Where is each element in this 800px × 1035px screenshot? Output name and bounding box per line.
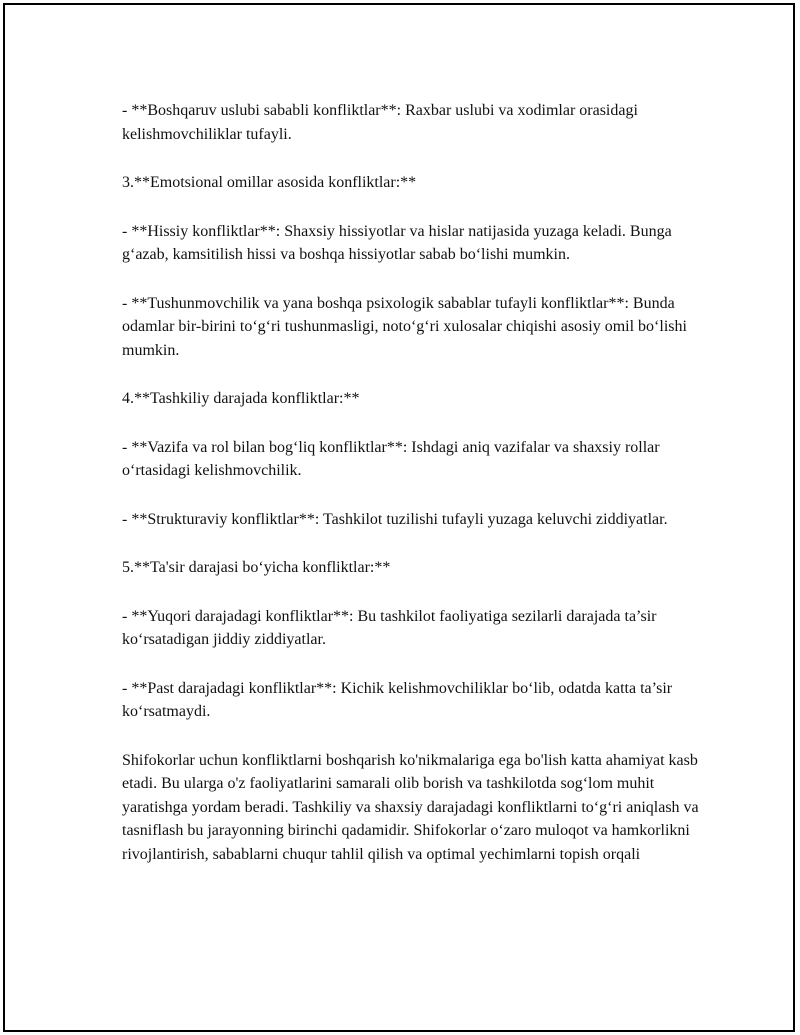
section-heading-organizational: 4.**Tashkiliy darajada konfliktlar:** — [122, 390, 360, 407]
list-item-high-level: - **Yuqori darajadagi konfliktlar**: Bu tashkilot faoliyatiga sezilarli darajada ta’sir ko‘rsatadigan jiddiy ziddiyatlar. — [122, 607, 657, 648]
section-heading-emotional: 3.**Emotsional omillar asosida konfliktlar:** — [122, 174, 417, 191]
list-item-misunderstanding: - **Tushunmovchilik va yana boshqa psixologik sabablar tufayli konfliktlar**: Bunda odamlar bir-birini to‘g‘ri tushunmasligi, noto‘g‘ri xulosalar chiqishi asosiy omil bo‘lishi mumkin. — [122, 294, 687, 359]
list-item-management-style: - **Boshqaruv uslubi sababli konfliktlar**: Raxbar uslubi va xodimlar orasidagi kelishmovchiliklar tufayli. — [122, 102, 638, 143]
document-body — [122, 99, 702, 866]
section-heading-impact: 5.**Ta'sir darajasi bo‘yicha konfliktlar:** — [122, 559, 391, 576]
list-item-low-level: - **Past darajadagi konfliktlar**: Kichik kelishmovchiliklar bo‘lib, odatda katta ta’sir ko‘rsatmaydi. — [122, 679, 673, 720]
list-item-emotional-conflicts: - **Hissiy konfliktlar**: Shaxsiy hissiyotlar va hislar natijasida yuzaga keladi. Bunga g‘azab, kamsitilish hissi va boshqa hissiyotlar sabab bo‘lishi mumkin. — [122, 222, 672, 263]
page-frame — [3, 3, 795, 1032]
list-item-role-conflicts: - **Vazifa va rol bilan bog‘liq konfliktlar**: Ishdagi aniq vazifalar va shaxsiy rollar o‘rtasidagi kelishmovchilik. — [122, 438, 660, 479]
body-paragraph-conclusion: Shifokorlar uchun konfliktlarni boshqarish ko'nikmalariga ega bo'lish katta ahamiyat kasb etadi. Bu ularga o'z faoliyatlarini samarali olib borish va tashkilotda sog‘lom muhit yaratishga yordam beradi. Tashkiliy va shaxsiy darajadagi konfliktlarni to‘g‘ri aniqlash va tasniflash bu jarayonning birinchi qadamidir. Shifokorlar o‘zaro muloqot va hamkorlikni rivojlantirish, sabablarni chuqur tahlil qilish va optimal yechimlarni topish orqali — [122, 751, 699, 863]
list-item-structural: - **Strukturaviy konfliktlar**: Tashkilot tuzilishi tufayli yuzaga keluvchi ziddiyatlar. — [122, 510, 668, 528]
